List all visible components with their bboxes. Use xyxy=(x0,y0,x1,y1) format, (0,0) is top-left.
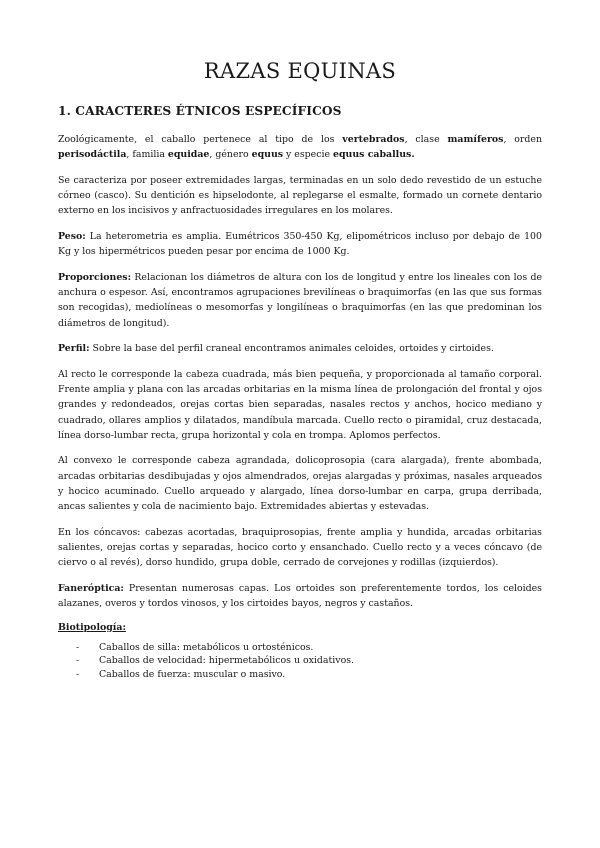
profile-text: Sobre la base del perfil craneal encontramos animales celoides, ortoides y cirtoides. xyxy=(89,343,494,355)
coat-text: Presentan numerosas capas. Los ortoides son preferentemente tordos, los celoides alazanes, overos y tordos vinosos, y los cirtoides bayos, negros y castaños. xyxy=(58,582,542,610)
bold-term: vertebrados xyxy=(342,134,405,145)
text-run: y especie xyxy=(283,149,333,161)
list-item-text: Caballos de silla: metabólicos u ortosténicos. xyxy=(99,641,314,653)
paragraph-weight xyxy=(58,229,542,259)
paragraph-concave-profile: En los cóncavos: cabezas acortadas, braquiprosopias, frente amplia y hundida, arcadas orbitarias salientes, orejas cortas y separadas, hocico corto y ensanchado. Cuello recto y a veces cóncavo (de ciervo o al revés), dorso hundido, grupa doble, cerrado de corvejones y rodillas (izquierdos). xyxy=(58,526,542,569)
bullet-dash: - xyxy=(76,655,80,667)
text-run: , familia xyxy=(126,149,168,161)
bullet-dash: - xyxy=(76,668,80,680)
paragraph-straight-profile: Al recto le corresponde la cabeza cuadrada, más bien pequeña, y proporcionada al tamaño corporal. Frente amplia y plana con las arcadas orbitarias en la misma línea de prolongación del frontal y ojos grandes y redondeados, orejas cortas bien separadas, nasales rectos y anchos, hocico mediano y cuadrado, ollares amplios y dilatados, mandíbula marcada. Cuello recto o piramidal, cruz destacada, línea dorso-lumbar recta, grupa horizontal y cola en trompa. Aplomos perfectos. xyxy=(58,368,542,441)
coat-label: Faneróptica: xyxy=(58,582,124,594)
profile-label: Perfil: xyxy=(58,343,90,355)
bold-term: equidae xyxy=(167,149,210,161)
paragraph-taxonomy xyxy=(58,132,542,162)
list-item-text: Caballos de fuerza: muscular o masivo. xyxy=(99,668,286,680)
bold-term: perisodáctila xyxy=(58,149,127,161)
list-item xyxy=(76,641,542,655)
paragraph-characteristics: Se caracteriza por poseer extremidades largas, terminadas en un solo dedo revestido de un estuche córneo (casco). Su dentición es hipselodonte, al replegarse el esmalte, formado un cornete dentario externo en los incisivos y anfractuosidades irregulares en los molares. xyxy=(58,174,542,217)
text-run: , género xyxy=(209,149,252,161)
weight-text: La heterometria es amplia. Eumétricos 350-450 Kg, elipométricos incluso por debajo de 100 Kg y los hipermétricos pueden pesar por encima de 1000 Kg. xyxy=(58,231,542,258)
paragraph-profile xyxy=(58,341,542,356)
paragraph-convex-profile: Al convexo le corresponde cabeza agrandada, dolicoprosopia (cara alargada), frente abombada, arcadas orbitarias desdibujadas y ojos almendrados, orejas alargadas y próximas, nasales arqueados y hocico acuminado. Cuello arqueado y alargado, línea dorso-lumbar en carpa, grupa derribada, ancas salientes y cola de nacimiento bajo. Extremidades abiertas y estevadas. xyxy=(58,455,542,513)
text-run: , orden xyxy=(503,134,543,145)
text-run: Zoológicamente, el caballo pertenece al tipo de los xyxy=(58,134,343,145)
section-heading: 1. CARACTERES ÉTNICOS ESPECÍFICOS xyxy=(58,104,342,118)
paragraph-proportions xyxy=(58,270,542,331)
biotypology-label: Biotipología: xyxy=(58,621,126,633)
biotypology-list xyxy=(58,641,542,682)
bold-term: equus caballus. xyxy=(333,149,415,161)
text-run: , clase xyxy=(404,134,448,145)
bold-term: mamíferos xyxy=(447,134,504,145)
list-item-text: Caballos de velocidad: hipermetabólicos u oxidativos. xyxy=(99,655,355,667)
bullet-dash: - xyxy=(76,641,80,653)
document-title: RAZAS EQUINAS xyxy=(203,59,397,83)
proportions-label: Proporciones: xyxy=(58,271,132,283)
bold-term: equus xyxy=(251,149,284,161)
proportions-text: Relacionan los diámetros de altura con los de longitud y entre los lineales con los de anchura o espesor. Así, encontramos agrupaciones brevilíneas o braquimorfas (en las que sus formas son recogidas), mediolíneas o mesomorfas y longilíneas o braquimorfas (en las que predominan los diámetros de longitud). xyxy=(58,271,542,329)
weight-label: Peso: xyxy=(58,231,86,243)
list-item xyxy=(76,668,542,682)
list-item xyxy=(76,654,542,668)
paragraph-coat xyxy=(58,581,542,611)
